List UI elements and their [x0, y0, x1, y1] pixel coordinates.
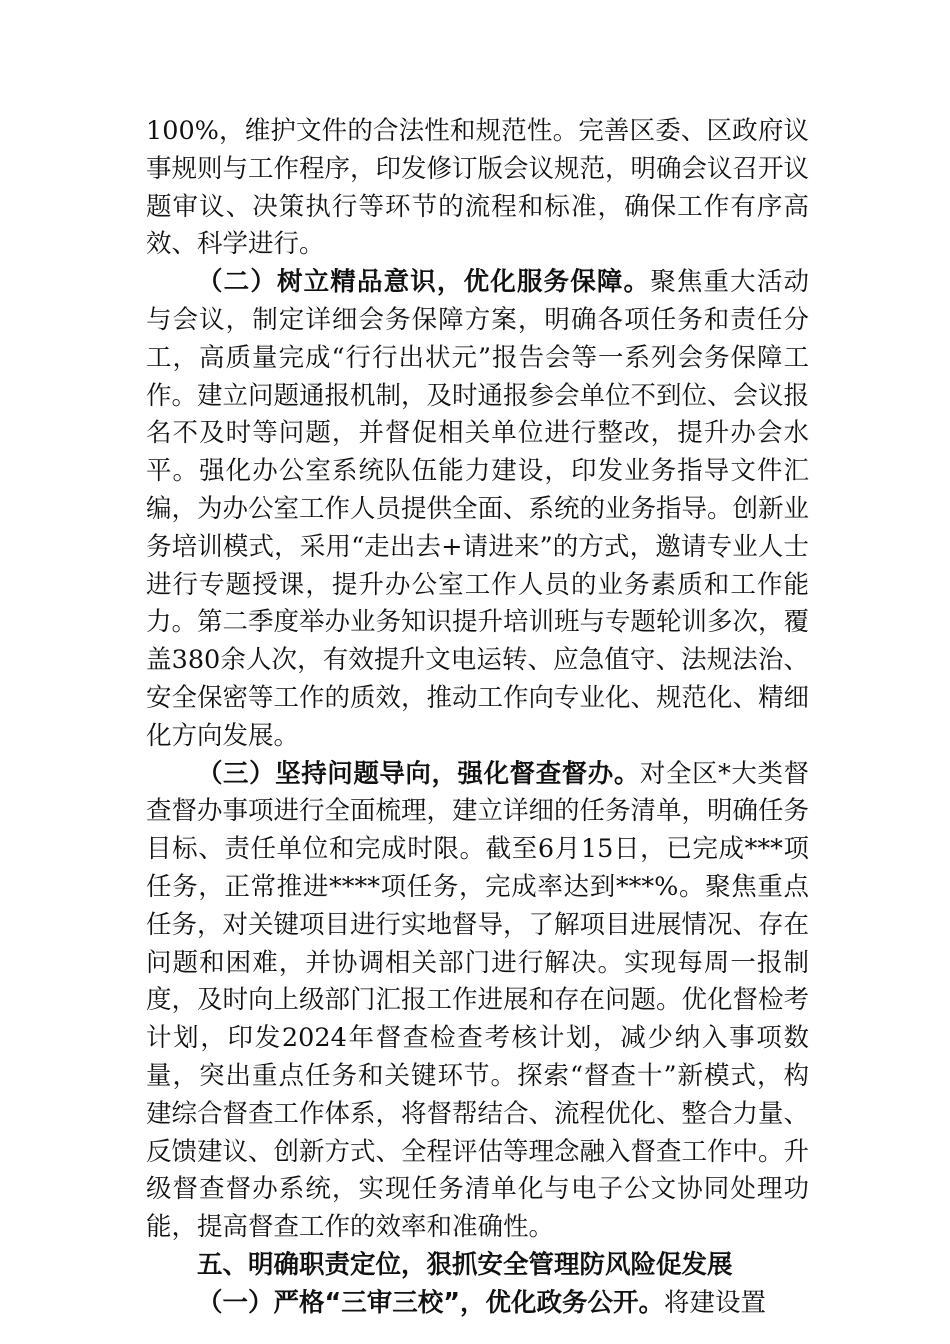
- paragraph-4-heading: （一）严格“三审三校”，优化政务公开。: [197, 1287, 665, 1318]
- document-page: [146, 113, 809, 1323]
- section-heading-5: 五、明确职责定位，狠抓安全管理防风险促发展: [197, 1249, 733, 1280]
- paragraph-3-heading: （三）坚持问题导向，强化督查督办。: [197, 758, 640, 789]
- paragraph-3: [146, 756, 809, 1247]
- paragraph-3-body: 对全区*大类督查督办事项进行全面梳理，建立详细的任务清单，明确任务目标、责任单位和完成时限。截至6月15日，已完成***项任务，正常推进****项任务，完成率达到***%。聚焦重点任务，对关键项目进行实地督导，了解项目进展情况、存在问题和困难，并协调相关部门进行解决。实现每周一报制度，及时向上级部门汇报工作进展和存在问题。优化督检考计划，印发2024年督查检查考核计划，减少纳入事项数量，突出重点任务和关键环节。探索“督查十”新模式，构建综合督查工作体系，将督帮结合、流程优化、整合力量、反馈建议、创新方式、全程评估等理念融入督查工作中。升级督查督办系统，实现任务清单化与电子公文协同处理功能，提高督查工作的效率和准确性。: [146, 758, 810, 1243]
- paragraph-2-heading: （二）树立精品意识，优化服务保障。: [197, 267, 651, 298]
- paragraph-4-body: 将建设置: [664, 1287, 767, 1318]
- paragraph-4: [146, 1285, 809, 1323]
- paragraph-2: [146, 264, 809, 755]
- paragraph-2-body: 聚焦重大活动与会议，制定详细会务保障方案，明确各项任务和责任分工，高质量完成“行行出状元”报告会等一系列会务保障工作。建立问题通报机制，及时通报参会单位不到位、会议报名不及时等问题，并督促相关单位进行整改，提升办会水平。强化办公室系统队伍能力建设，印发业务指导文件汇编，为办公室工作人员提供全面、系统的业务指导。创新业务培训模式，采用“走出去+请进来”的方式，邀请专业人士进行专题授课，提升办公室工作人员的业务素质和工作能力。第二季度举办业务知识提升培训班与专题轮训多次，覆盖380余人次，有效提升文电运转、应急值守、法规法治、安全保密等工作的质效，推动工作向专业化、规范化、精细化方向发展。: [146, 267, 810, 751]
- paragraph-1: 100%，维护文件的合法性和规范性。完善区委、区政府议事规则与工作程序，印发修订版会议规范，明确会议召开议题审议、决策执行等环节的流程和标准，确保工作有序高效、科学进行。: [146, 116, 810, 260]
